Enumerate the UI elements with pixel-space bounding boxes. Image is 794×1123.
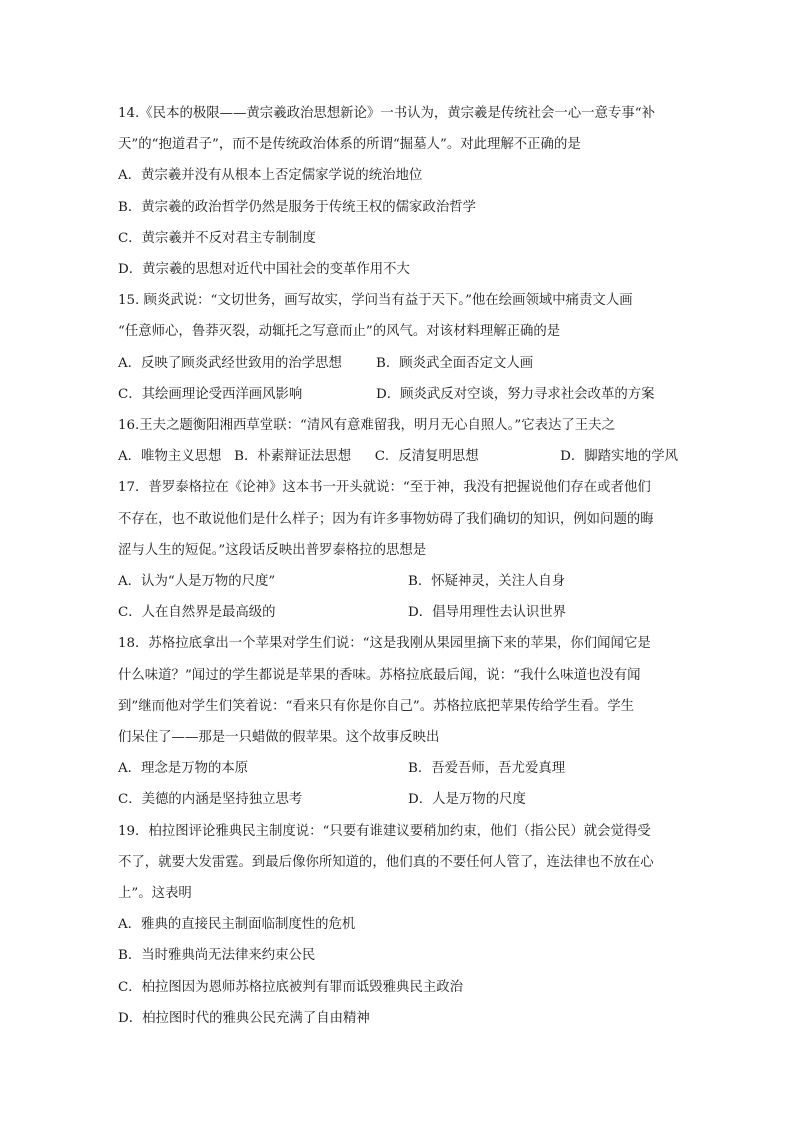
question-18-stem-line-3: 到”继而他对学生们笑着说：“看来只有你是你自己”。苏格拉底把苹果传给学生看。学生 [118, 698, 634, 714]
question-19-stem-line-3: 上”。这表明 [118, 886, 192, 902]
question-16-option-c: C．反清复明思想 [374, 449, 479, 465]
question-14-option-c: C．黄宗羲并不反对君主专制制度 [118, 230, 316, 246]
question-17-option-d: D．倡导用理性去认识世界 [408, 605, 567, 621]
question-17-option-b: B．怀疑神灵，关注人自身 [408, 574, 566, 590]
question-14-stem-line-2: 天”的“抱道君子”，而不是传统政治体系的所谓“掘墓人”。对此理解不正确的是 [118, 137, 581, 153]
question-14-option-d: D．黄宗羲的思想对近代中国社会的变革作用不大 [118, 262, 410, 278]
question-15 [118, 285, 678, 410]
question-18-stem-line-2: 什么味道？”闻过的学生都说是苹果的香味。苏格拉底最后闻，说：“我什么味道也没有闻 [118, 667, 641, 683]
question-15-option-c: C．其绘画理论受西洋画风影响 [118, 386, 303, 402]
question-17-options-row-1 [118, 566, 678, 597]
question-15-options-row-1 [118, 348, 678, 379]
question-17-stem-line-1: 17．普罗泰格拉在《论神》这本书一开头就说：“至于神，我没有把握说他们存在或者他们 [118, 480, 651, 496]
question-16 [118, 410, 678, 472]
exam-page [118, 98, 678, 1034]
question-15-stem-line-2: “任意师心，鲁莽灭裂，动辄托之写意而止”的风气。对该材料理解正确的是 [118, 324, 561, 340]
question-18-option-b: B．吾爱吾师，吾尤爱真理 [408, 761, 566, 777]
question-16-option-a: A．唯物主义思想 [118, 449, 222, 465]
question-17-option-c: C．人在自然界是最高级的 [118, 605, 276, 621]
question-15-option-b: B．顾炎武全面否定文人画 [376, 355, 534, 371]
question-15-option-d: D．顾炎武反对空谈，努力寻求社会改革的方案 [376, 386, 655, 402]
question-19-option-a: A．雅典的直接民主制面临制度性的危机 [118, 917, 356, 933]
question-16-option-b: B．朴素辩证法思想 [234, 449, 352, 465]
question-17-options-row-2 [118, 597, 678, 628]
question-19-option-b: B．当时雅典尚无法律来约束公民 [118, 948, 316, 964]
question-19-option-c: C．柏拉图因为恩师苏格拉底被判有罪而诋毁雅典民主政治 [118, 979, 464, 995]
question-17-stem-line-3: 涩与人生的短促。”这段话反映出普罗泰格拉的思想是 [118, 542, 427, 558]
question-14-stem-line-1: 14.《民本的极限——黄宗羲政治思想新论》一书认为，黄宗羲是传统社会一心一意专事“补 [118, 106, 655, 121]
question-16-option-d: D．脚踏实地的学风 [560, 449, 678, 465]
question-14 [118, 98, 678, 285]
question-17 [118, 472, 678, 628]
question-19-stem-line-1: 19．柏拉图评论雅典民主制度说：“只要有谁建议要稍加约束，他们（指公民）就会觉得受 [118, 823, 651, 839]
question-18-options-row-1 [118, 753, 678, 784]
question-19-option-d: D．柏拉图时代的雅典公民充满了自由精神 [118, 1010, 370, 1026]
question-18-option-d: D．人是万物的尺度 [408, 792, 526, 808]
question-19-stem-line-2: 不了，就要大发雷霆。到最后像你所知道的，他们真的不要任何人管了，连法律也不放在心 [118, 854, 654, 870]
question-18-options-row-2 [118, 784, 678, 815]
question-18-stem-line-1: 18．苏格拉底拿出一个苹果对学生们说：“这是我刚从果园里摘下来的苹果，你们闻闻它是 [118, 636, 651, 652]
question-18 [118, 628, 678, 815]
question-15-option-a: A．反映了顾炎武经世致用的治学思想 [118, 355, 342, 371]
question-15-options-row-2 [118, 379, 678, 410]
question-18-stem-line-4: 们呆住了——那是一只蜡做的假苹果。这个故事反映出 [118, 730, 440, 746]
question-18-option-a: A．理念是万物的本原 [118, 761, 249, 777]
question-16-options-row [118, 441, 678, 472]
question-19 [118, 816, 678, 1034]
question-14-option-a: A．黄宗羲并没有从根本上否定儒家学说的统治地位 [118, 168, 423, 184]
question-17-option-a: A．认为“人是万物的尺度” [118, 574, 276, 590]
question-17-stem-line-2: 不存在，也不敢说他们是什么样子；因为有许多事物妨碍了我们确切的知识，例如问题的晦 [118, 511, 654, 527]
question-18-option-c: C．美德的内涵是坚持独立思考 [118, 792, 303, 808]
question-14-option-b: B．黄宗羲的政治哲学仍然是服务于传统王权的儒家政治哲学 [118, 199, 476, 215]
question-16-stem-line-1: 16.王夫之题衡阳湘西草堂联：“清风有意难留我，明月无心自照人。”它表达了王夫之 [118, 418, 615, 434]
question-15-stem-line-1: 15. 顾炎武说：“文切世务，画写故实，学问当有益于天下。”他在绘画领域中痛责文人画 [118, 293, 633, 309]
